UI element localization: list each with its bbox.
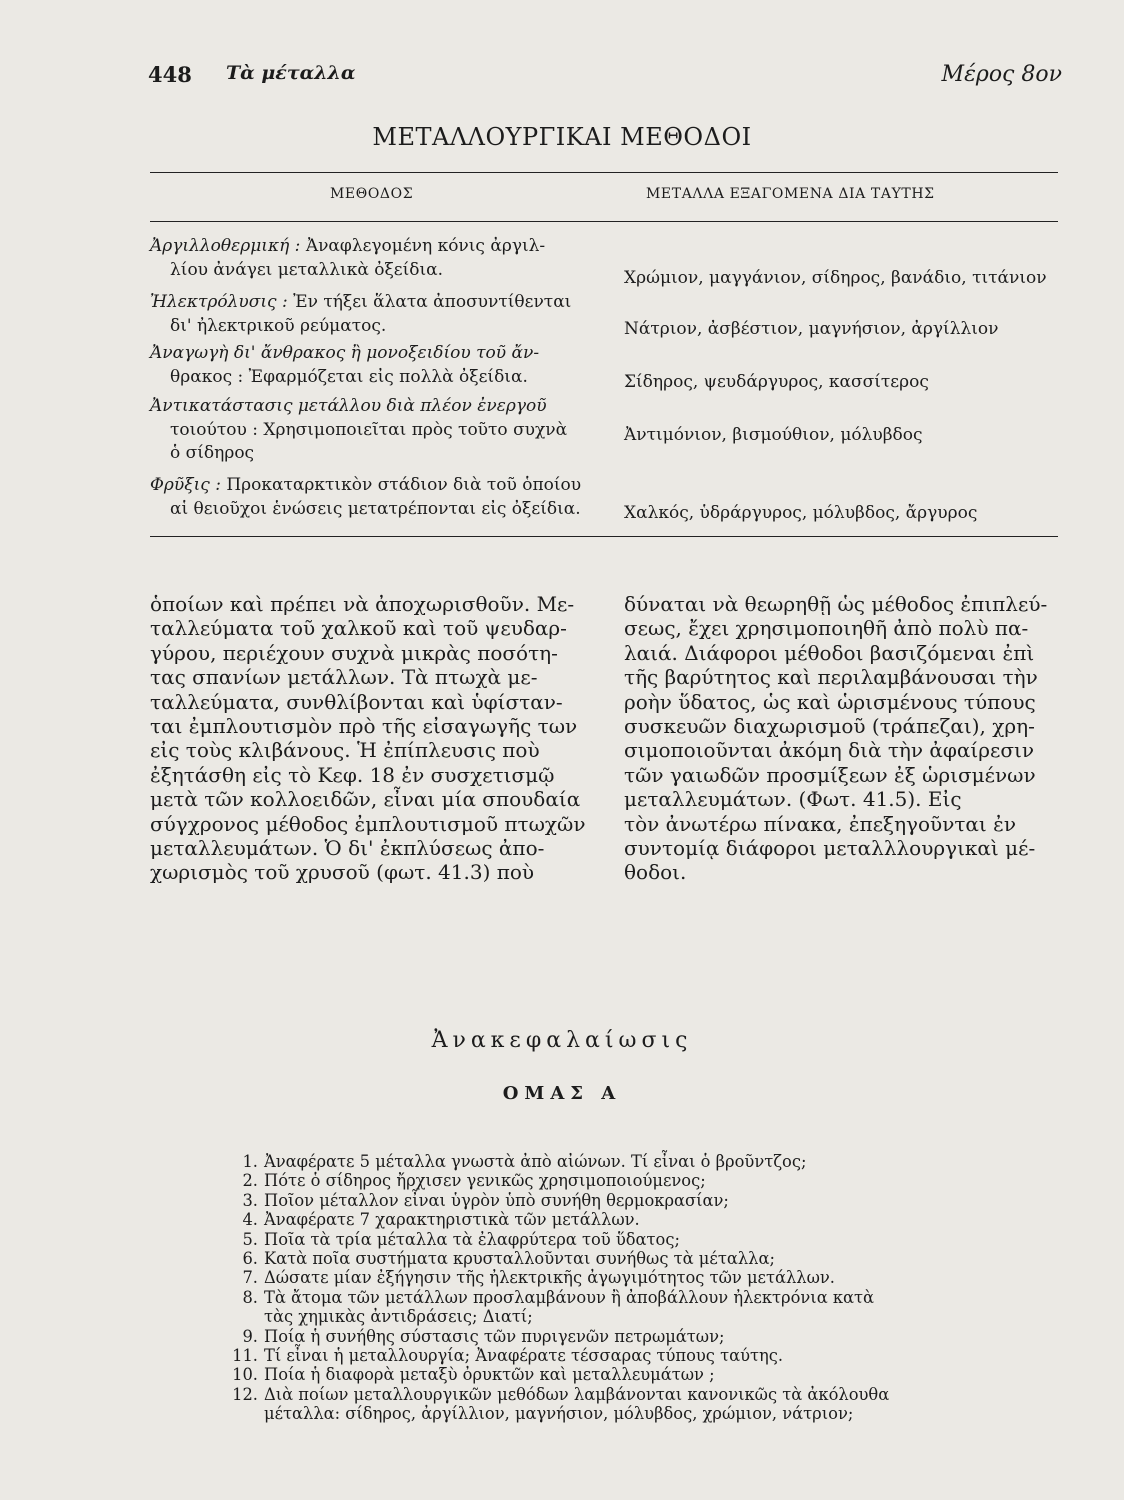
question-number: 7. [242,1268,258,1288]
text-line: θοδοι. [624,860,687,885]
question-number: 12. [232,1384,258,1404]
question-number: 4. [242,1210,258,1230]
table-title: ΜΕΤΑΛΛΟΥΡΓΙΚΑΙ ΜΕΘΟΔΟΙ [372,123,752,151]
question-item [230,1191,1050,1210]
text-line: δύναται νὰ θεωρηθῇ ὡς μέθοδος ἐπιπλεύ- [624,592,1048,616]
table-rule-bottom [150,536,1058,537]
question-text: Ποία ἡ διαφορὰ μεταξὺ ὀρυκτῶν καὶ μεταλλευμάτων ; [264,1365,715,1385]
table-row-method [150,291,602,338]
question-text: Ἀναφέρατε 7 χαρακτηριστικὰ τῶν μετάλλων. [264,1210,640,1230]
summary-title: Ἀνακεφαλαίωσις [431,1028,693,1053]
question-item [230,1210,1050,1229]
column-header-metals: ΜΕΤΑΛΛΑ ΕΞΑΓΟΜΕΝΑ ΔΙΑ ΤΑΥΤΗΣ [646,186,935,202]
method-name: Ἀντικατάστασις μετάλλου διὰ πλέον ἐνεργοῦ [150,396,547,416]
question-number: 3. [242,1190,258,1210]
method-desc-cont: λίου ἀνάγει μεταλλικὰ ὀξείδια. [170,259,444,280]
text-line: γύρου, περιέχουν συχνὰ μικρὰς ποσότη- [150,640,558,665]
question-number: 9. [242,1326,258,1346]
body-text-right [624,592,1060,885]
table-row-metals: Νάτριον, ἀσβέστιον, μαγνήσιον, ἀργίλλιον [624,319,999,339]
text-line: σεως, ἔχει χρησιμοποιηθῆ ἀπὸ πολὺ πα- [624,616,1029,641]
table-row-metals: Χρώμιον, μαγγάνιον, σίδηρος, βανάδιο, τιτάνιον [624,268,1047,288]
question-text-cont: τὰς χημικὰς ἀντιδράσεις; Διατί; [264,1307,533,1327]
question-text: Ποία ἡ συνήθης σύστασις τῶν πυριγενῶν πετρωμάτων; [264,1326,725,1346]
text-line: ροὴν ὕδατος, ὡς καὶ ὡρισμένους τύπους [624,689,1036,714]
question-text-cont: μέταλλα: σίδηρος, ἀργίλλιον, μαγνήσιον, μόλυβδος, χρώμιον, νάτριον; [264,1404,854,1424]
question-text: Δώσατε μίαν ἐξήγησιν τῆς ἠλεκτρικῆς ἀγωγιμότητος τῶν μετάλλων. [264,1268,835,1288]
question-number: 11. [232,1346,258,1366]
text-line: σιμοποιοῦνται ἀκόμη διὰ τὴν ἀφαίρεσιν [624,738,1035,763]
question-item [230,1327,1050,1346]
table-row-metals: Σίδηρος, ψευδάργυρος, κασσίτερος [624,372,929,392]
question-list [230,1152,1050,1424]
part-label: Μέρος 8ον [941,62,1062,87]
text-line: ταλλεύματα τοῦ χαλκοῦ καὶ τοῦ ψευδαρ- [150,616,567,641]
question-text: Διὰ ποίων μεταλλουργικῶν μεθόδων λαμβάνονται κανονικῶς τὰ ἀκόλουθα [264,1384,890,1404]
text-line: ὁποίων καὶ πρέπει νὰ ἀποχωρισθοῦν. Με- [150,592,575,616]
method-desc-cont: τοιούτου : Χρησιμοποιεῖται πρὸς τοῦτο συχνὰ [170,419,568,440]
text-line: σύγχρονος μέθοδος ἐμπλουτισμοῦ πτωχῶν [150,811,586,836]
text-line: λαιά. Διάφοροι μέθοδοι βασιζόμεναι ἐπὶ [624,640,1035,665]
text-line: ται ἐμπλουτισμὸν πρὸ τῆς εἰσαγωγῆς των [150,714,578,739]
question-number: 10. [232,1365,258,1385]
table-row-method [150,235,602,282]
question-item [230,1385,1050,1404]
page-number: 448 [148,62,192,87]
question-text: Ποῖον μέταλλον εἶναι ὑγρὸν ὑπὸ συνήθη θερμοκρασίαν; [264,1190,729,1210]
text-line: τῆς βαρύτητος καὶ περιλαμβάνουσαι τὴν [624,665,1038,690]
text-line: ταλλεύματα, συνθλίβονται καὶ ὑφίσταν- [150,689,563,714]
table-rule-top [150,172,1058,173]
method-desc: Προκαταρκτικὸν στάδιον διὰ τοῦ ὁποίου [220,475,582,495]
question-text: Τί εἶναι ἡ μεταλλουργία; Ἀναφέρατε τέσσαρας τύπους ταύτης. [264,1346,784,1366]
question-item [230,1288,1050,1307]
running-title: Τὰ μέταλλα [226,62,356,84]
table-rule-header [150,221,1058,222]
text-line: μετὰ τῶν κολλοειδῶν, εἶναι μία σπουδαία [150,787,581,812]
text-line: συσκευῶν διαχωρισμοῦ (τράπεζαι), χρη- [624,714,1035,739]
text-line: εἰς τοὺς κλιβάνους. Ἡ ἐπίπλευσις ποὺ [150,738,540,763]
question-text: Πότε ὁ σίδηρος ἤρχισεν γενικῶς χρησιμοποιούμενος; [264,1171,706,1191]
text-line: συντομίᾳ διάφοροι μεταλλλουργικαὶ μέ- [624,836,1036,861]
question-number: 1. [242,1152,258,1171]
method-name: Φρῦξις : [150,475,221,495]
text-line: χωρισμὸς τοῦ χρυσοῦ (φωτ. 41.3) ποὺ [150,860,535,885]
method-desc-cont: αἱ θειοῦχοι ἑνώσεις μετατρέπονται εἰς ὀξείδια. [170,498,581,519]
text-line: τῶν γαιωδῶν προσμίξεων ἐξ ὡρισμένων [624,762,1036,787]
question-text: Ποῖα τὰ τρία μέταλλα τὰ ἐλαφρύτερα τοῦ ὕδατος; [264,1229,680,1249]
method-desc-cont: δι' ἠλεκτρικοῦ ρεύματος. [170,315,387,336]
method-desc: Ἀναφλεγομένη κόνις ἀργιλ- [300,236,546,256]
table-row-method [150,474,602,521]
question-item [230,1230,1050,1249]
text-line: μεταλλευμάτων. (Φωτ. 41.5). Εἰς [624,787,962,812]
question-item [230,1365,1050,1384]
question-number: 6. [242,1249,258,1269]
table-row-metals: Χαλκός, ὑδράργυρος, μόλυβδος, ἄργυρος [624,503,978,523]
question-item [230,1249,1050,1268]
question-item [230,1171,1050,1190]
question-item [230,1268,1050,1287]
body-text-left [150,592,588,885]
method-name: Ἀναγωγὴ δι' ἄνθρακος ἢ μονοξειδίου τοῦ ἄν- [150,343,540,363]
question-number: 2. [242,1171,258,1191]
question-number: 5. [242,1229,258,1249]
table-row-method [150,342,602,389]
question-item [230,1152,1050,1171]
question-text: Κατὰ ποῖα συστήματα κρυσταλλοῦνται συνήθως τὰ μέταλλα; [264,1249,775,1269]
method-name: Ἠλεκτρόλυσις : [150,292,288,312]
column-header-method: ΜΕΘΟΔΟΣ [330,186,414,202]
method-desc-cont: ὁ σίδηρος [170,443,255,463]
question-text: Τὰ ἄτομα τῶν μετάλλων προσλαμβάνουν ἢ ἀποβάλλουν ἠλεκτρόνια κατὰ [264,1287,875,1307]
question-number: 8. [242,1287,258,1307]
question-item [230,1346,1050,1365]
group-title: ΟΜΑΣ Α [502,1083,622,1104]
method-desc: Ἐν τήξει ἅλατα ἀποσυντίθενται [287,292,572,312]
text-line: ἐξητάσθη εἰς τὸ Κεφ. 18 ἐν συσχετισμῷ [150,762,555,787]
text-line: τὸν ἀνωτέρω πίνακα, ἐπεξηγοῦνται ἐν [624,811,1017,836]
table-row-method [150,395,602,466]
text-line: τας σπανίων μετάλλων. Τὰ πτωχὰ με- [150,665,538,690]
question-text: Ἀναφέρατε 5 μέταλλα γνωστὰ ἀπὸ αἰώνων. Τί εἶναι ὁ βροῦντζος; [264,1152,807,1171]
text-line: μεταλλευμάτων. Ὁ δι' ἐκπλύσεως ἀπο- [150,836,545,861]
method-name: Ἀργιλλοθερμική : [150,236,301,256]
table-row-metals: Ἀντιμόνιον, βισμούθιον, μόλυβδος [624,425,923,445]
method-desc-cont: θρακος : Ἐφαρμόζεται εἰς πολλὰ ὀξείδια. [170,366,528,387]
